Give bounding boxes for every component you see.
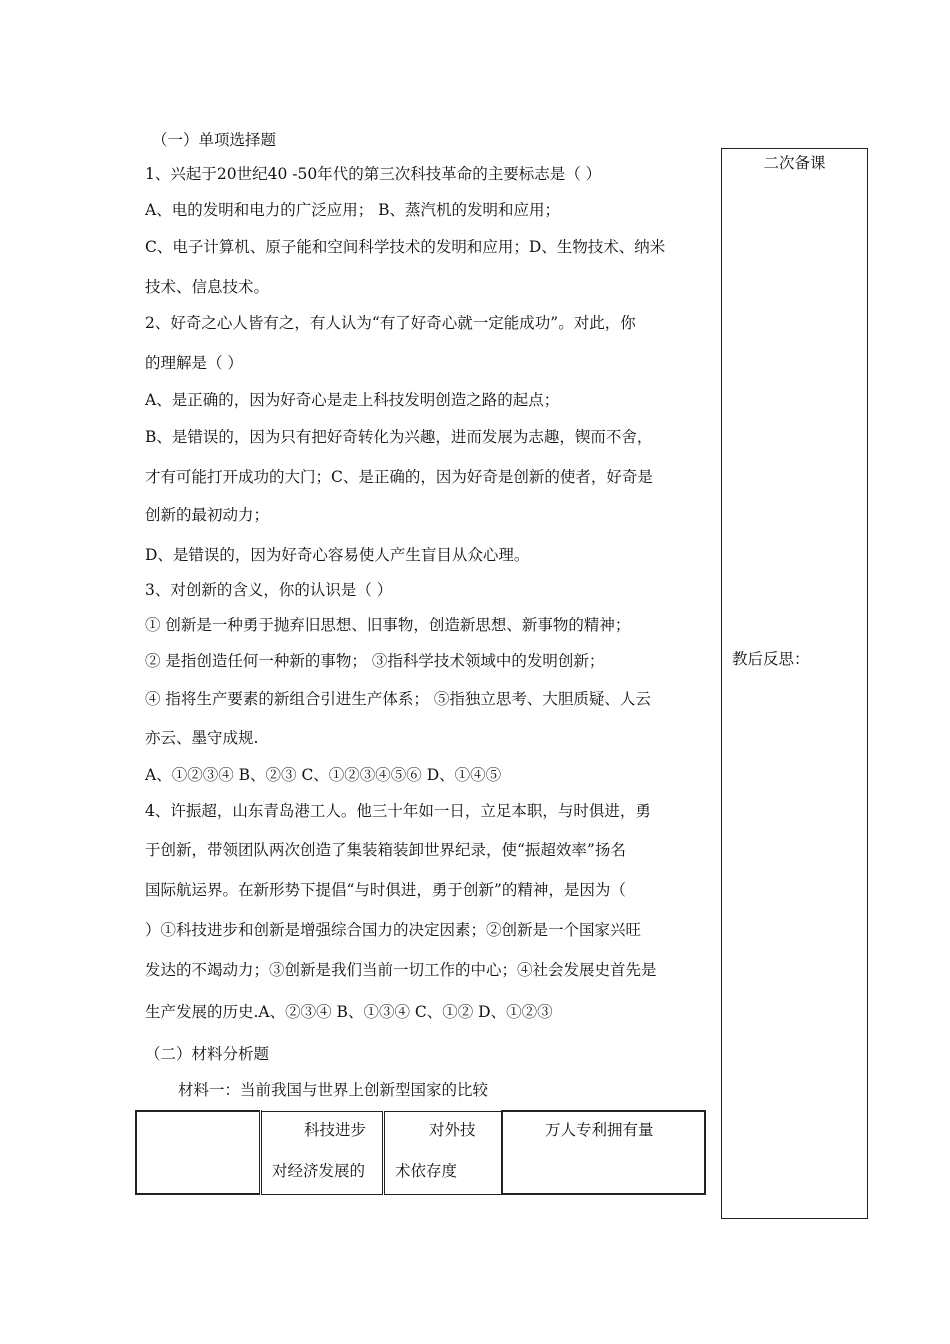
text-line: ）①科技进步和创新是增强综合国力的决定因素；②创新是一个国家兴旺	[145, 921, 642, 939]
text-line: 1、兴起于20世纪40 -50年代的第三次科技革命的主要标志是（ ）	[145, 165, 602, 183]
text-line: D、是错误的，因为好奇心容易使人产生盲目从众心理。	[145, 546, 530, 564]
text-line: 生产发展的历史.A、②③④ B、①③④ C、①② D、①②③	[145, 1003, 553, 1021]
section1-title: （一）单项选择题	[152, 131, 277, 149]
table-cell-patents	[502, 1111, 705, 1194]
text-line: A、电的发明和电力的广泛应用； B、蒸汽机的发明和应用；	[145, 201, 561, 219]
text-line: 才有可能打开成功的大门；C、是正确的，因为好奇是创新的使者，好奇是	[145, 468, 653, 486]
text-line: 技术、信息技术。	[145, 278, 270, 296]
table-cell-tech-progress	[261, 1111, 384, 1194]
table-cell-tech-dependence-line1: 对外技	[429, 1120, 476, 1139]
text-line: 3、对创新的含义，你的认识是（ ）	[145, 581, 393, 599]
text-line: 的理解是（ ）	[145, 354, 243, 372]
text-line: A、①②③④ B、②③ C、①②③④⑤⑥ D、①④⑤	[145, 766, 502, 784]
side-title: 二次备课	[763, 154, 826, 172]
material-caption: 材料一：当前我国与世界上创新型国家的比较	[178, 1081, 489, 1099]
comparison-table	[135, 1110, 706, 1195]
text-line: 4、许振超，山东青岛港工人。他三十年如一日，立足本职，与时俱进，勇	[145, 802, 651, 820]
text-line: ② 是指创造任何一种新的事物； ③指科学技术领域中的发明创新；	[145, 652, 605, 670]
table-cell-tech-progress-line2: 对经济发展的	[272, 1161, 366, 1180]
text-line: ④ 指将生产要素的新组合引进生产体系； ⑤指独立思考、大胆质疑、人云	[145, 690, 651, 708]
text-line: C、电子计算机、原子能和空间科学技术的发明和应用；D、生物技术、纳米	[145, 238, 666, 256]
text-line: ① 创新是一种勇于抛弃旧思想、旧事物，创造新思想、新事物的精神；	[145, 616, 631, 634]
table-cell-tech-progress-line1: 科技进步	[304, 1120, 367, 1139]
text-line: 国际航运界。在新形势下提倡“与时俱进，勇于创新”的精神，是因为（	[145, 881, 626, 899]
table-cell-tech-dependence-line2: 术依存度	[395, 1161, 458, 1180]
table-cell-tech-dependence	[384, 1111, 503, 1194]
table-cell-blank	[136, 1111, 261, 1194]
table-cell-patents-label: 万人专利拥有量	[545, 1121, 654, 1139]
text-line: 创新的最初动力；	[145, 506, 270, 524]
text-line: 发达的不竭动力；③创新是我们当前一切工作的中心；④社会发展史首先是	[145, 961, 657, 979]
text-line: 亦云、墨守成规.	[145, 729, 259, 747]
side-reflection-label: 教后反思：	[732, 650, 810, 668]
text-line: 2、好奇之心人皆有之，有人认为“有了好奇心就一定能成功”。对此，你	[145, 314, 636, 332]
text-line: B、是错误的，因为只有把好奇转化为兴趣，进而发展为志趣，锲而不舍，	[145, 428, 653, 446]
text-line: 于创新，带领团队两次创造了集装箱装卸世界纪录，使“振超效率”扬名	[145, 841, 626, 859]
section2-title: （二）材料分析题	[145, 1045, 270, 1063]
side-notes-box	[721, 148, 868, 1219]
text-line: A、是正确的，因为好奇心是走上科技发明创造之路的起点；	[145, 391, 560, 409]
